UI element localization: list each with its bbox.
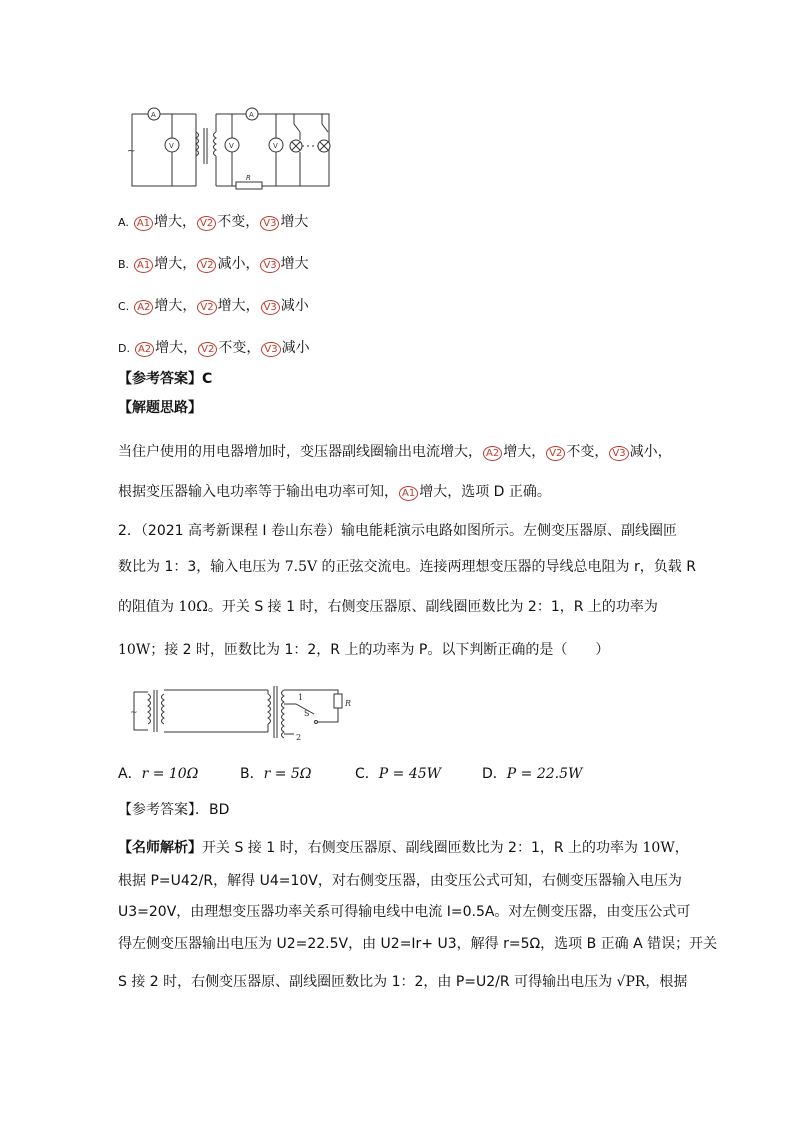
meter-badge: V2: [546, 446, 565, 461]
q2-option-d: D．P = 22.5W: [482, 766, 583, 782]
q2-analysis-line-1: 【名师解析】开关 S 接 1 时，右侧变压器原、副线圈匝数比为 2：1，R 上的功率为 10W，: [118, 840, 689, 856]
q2-option-a: A．r = 10Ω: [118, 766, 199, 782]
meter-badge: A2: [134, 300, 153, 315]
text-segment: 当住户使用的用电器增加时，变压器副线圈输出电流增大，: [118, 444, 482, 460]
q2-analysis-line-3: U3=20V，由理想变压器功率关系可得输电线中电流 I=0.5A。对左侧变压器，由变压公式可: [118, 904, 691, 920]
q2-stem-line-3: 的阻值为 10Ω。开关 S 接 1 时，右侧变压器原、副线圈匝数比为 2：1，R 上的功率为: [118, 599, 658, 615]
text-segment: 增大: [280, 256, 309, 272]
text-segment: 减小，: [217, 256, 260, 272]
text-segment: 增大，: [155, 340, 198, 356]
text-segment: 根据变压器输入电功率等于输出电功率可知，: [118, 484, 398, 500]
ammeter-a1-label: A: [151, 111, 156, 119]
meter-badge: A1: [134, 258, 153, 273]
q1-analysis-heading: 【解题思路】: [118, 400, 202, 416]
resistor-label: R: [246, 174, 251, 182]
q2-stem-line-2: 数比为 1：3，输入电压为 7.5V 的正弦交流电。连接两理想变压器的导线总电阻为 r，负载 R: [118, 559, 696, 575]
meter-badge: V3: [260, 258, 279, 273]
text-segment: 减小: [281, 340, 310, 356]
text-segment: 增大: [280, 214, 309, 230]
voltmeter-v1-label: V: [169, 142, 174, 150]
meter-badge: A1: [134, 216, 153, 231]
text-segment: 增大，: [154, 214, 197, 230]
q1-option-b: [118, 254, 309, 275]
text-segment: 增大，选项 D 正确。: [419, 484, 551, 500]
text-segment: 不变，: [566, 444, 609, 460]
terminal-2-label: 2: [296, 733, 302, 742]
meter-badge: V2: [197, 216, 216, 231]
meter-badge: V3: [261, 300, 280, 315]
svg-text:~: ~: [127, 146, 136, 157]
q2-stem-line-1: 2．（2021 高考新课程 I 卷山东卷）输电能耗演示电路如图所示。左侧变压器原、副线圈匝: [118, 523, 678, 539]
text-segment: 增大，: [503, 444, 546, 460]
q2-analysis-line-5: S 接 2 时，右侧变压器原、副线圈匝数比为 1：2，由 P=U2/R 可得输出电压为 √PR，根据: [118, 974, 688, 990]
option-label: D.: [118, 342, 130, 355]
meter-badge: V2: [198, 342, 217, 357]
q1-option-c: [118, 296, 309, 317]
q2-option-c: C．P = 45W: [355, 766, 442, 782]
q1-option-d: [118, 338, 310, 359]
circuit-diagram-2: [126, 684, 356, 742]
meter-badge: V3: [609, 446, 628, 461]
q2-analysis-line-2: 根据 P=U42/R，解得 U4=10V，对右侧变压器，由变压公式可知，右侧变压器输入电压为: [118, 873, 682, 889]
text-segment: 减小，: [629, 444, 672, 460]
text-segment: 增大，: [217, 298, 260, 314]
option-label: A.: [118, 216, 129, 229]
meter-badge: V3: [260, 216, 279, 231]
circuit-diagram-1: [124, 104, 338, 190]
text-segment: 不变，: [218, 340, 261, 356]
switch-s-label: S: [304, 709, 310, 718]
option-label: B.: [118, 258, 130, 271]
text-segment: 减小: [280, 298, 309, 314]
load-r-label: R: [345, 699, 352, 708]
ammeter-a2-label: A: [249, 111, 254, 119]
q1-answer-heading: 【参考答案】C: [118, 371, 213, 387]
text-segment: 不变，: [217, 214, 260, 230]
voltmeter-v3-label: V: [273, 142, 278, 150]
meter-badge: A1: [399, 486, 418, 501]
q1-option-a: [118, 212, 308, 233]
meter-badge: V2: [197, 300, 216, 315]
text-segment: 增大，: [154, 298, 197, 314]
voltmeter-v2-label: V: [229, 142, 234, 150]
meter-badge: A2: [135, 342, 154, 357]
q1-analysis-line-1: [118, 442, 672, 462]
q1-analysis-line-2: [118, 482, 551, 502]
option-label: C.: [118, 300, 130, 313]
q2-stem-line-4: 10W；接 2 时，匝数比为 1：2，R 上的功率为 P。以下判断正确的是（ ）: [118, 642, 610, 658]
q2-analysis-line-4: 得左侧变压器输出电压为 U2=22.5V，由 U2=Ir+ U3，解得 r=5Ω，选项 B 正确 A 错误；开关: [118, 936, 718, 952]
meter-badge: V2: [197, 258, 216, 273]
meter-badge: V3: [261, 342, 280, 357]
q2-option-b: B．r = 5Ω: [240, 766, 312, 782]
svg-text:~: ~: [130, 708, 138, 718]
q2-answer-heading: 【参考答案】．BD: [118, 802, 230, 818]
meter-badge: A2: [483, 446, 502, 461]
text-segment: 增大，: [154, 256, 197, 272]
terminal-1-label: 1: [298, 693, 304, 702]
